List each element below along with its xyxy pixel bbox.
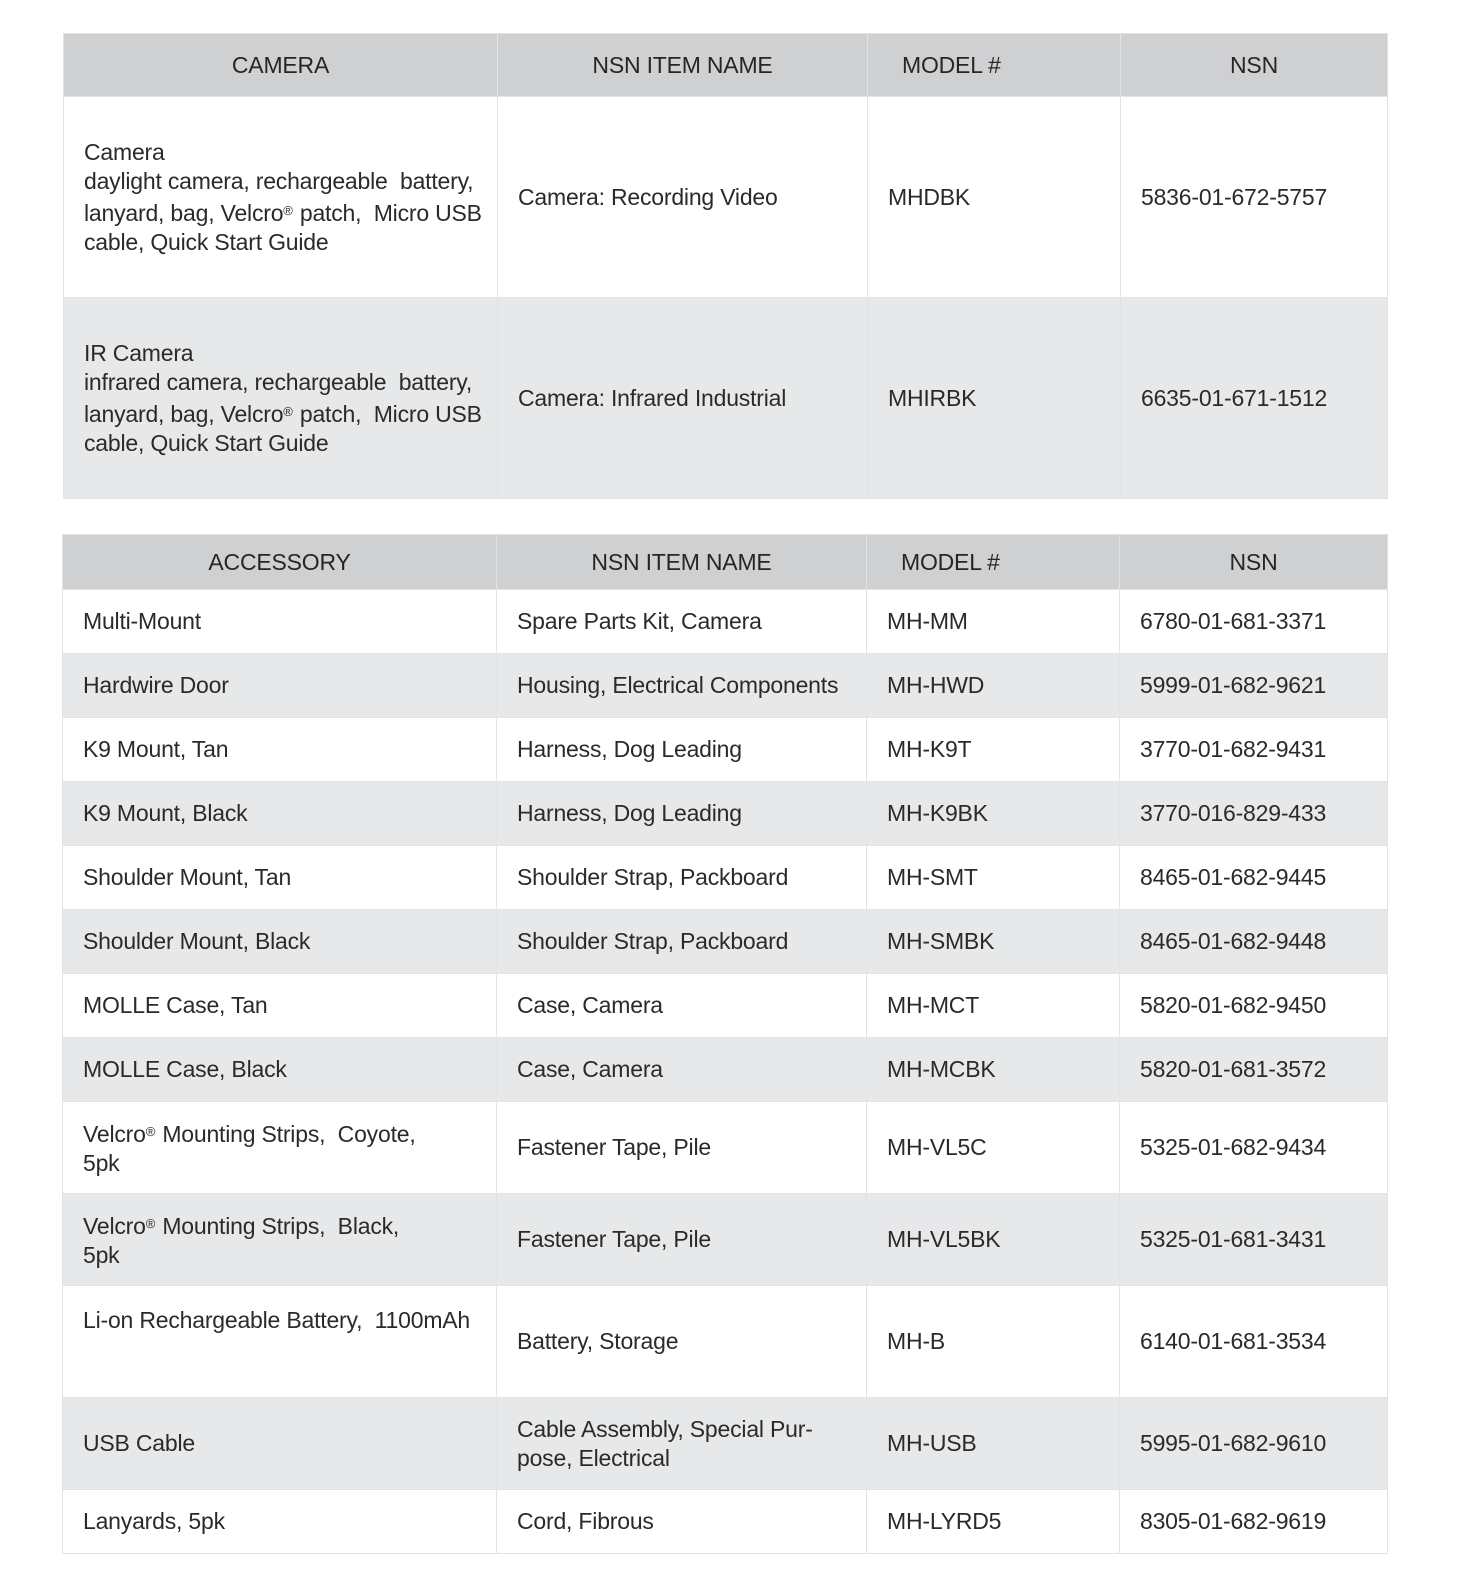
accessory-cell: Shoulder Mount, Black [63, 910, 497, 974]
header-model: MODEL # [868, 34, 1121, 97]
table-row [63, 1490, 1388, 1554]
camera-cell [64, 97, 498, 298]
model-cell: MH-VL5BK [867, 1194, 1120, 1286]
model-cell: MHDBK [868, 97, 1121, 298]
registered-mark: ® [283, 202, 293, 218]
nsn-cell: 8465-01-682-9448 [1120, 910, 1388, 974]
header-nsn: NSN [1121, 34, 1388, 97]
header-camera: CAMERA [64, 34, 498, 97]
table-row [63, 718, 1388, 782]
nsn-cell: 5836-01-672-5757 [1121, 97, 1388, 298]
accessory-cell: Velcro® Mounting Strips, Black, 5pk [63, 1194, 497, 1286]
camera-desc-line: cable, Quick Start Guide [84, 429, 329, 456]
accessory-cell: MOLLE Case, Black [63, 1038, 497, 1102]
camera-desc-line: infrared camera, rechargeable battery, [84, 368, 473, 395]
table-row [63, 782, 1388, 846]
model-cell: MH-VL5C [867, 1102, 1120, 1194]
table-row [63, 1194, 1388, 1286]
accessory-cell: Hardwire Door [63, 654, 497, 718]
model-cell: MH-MM [867, 590, 1120, 654]
model-cell: MH-MCBK [867, 1038, 1120, 1102]
model-cell: MH-K9BK [867, 782, 1120, 846]
header-row [63, 535, 1388, 590]
nsn-cell: 8305-01-682-9619 [1120, 1490, 1388, 1554]
header-nsn-item-name: NSN ITEM NAME [497, 535, 867, 590]
camera-table [63, 33, 1388, 499]
nsn-cell: 5820-01-682-9450 [1120, 974, 1388, 1038]
nsn-cell: 3770-01-682-9431 [1120, 718, 1388, 782]
nsn-cell: 6140-01-681-3534 [1120, 1286, 1388, 1398]
accessory-cell: MOLLE Case, Tan [63, 974, 497, 1038]
camera-desc-line: lanyard, bag, Velcro® patch, Micro USB [84, 199, 482, 226]
item-name-cell: Harness, Dog Leading [497, 782, 867, 846]
nsn-cell: 5325-01-682-9434 [1120, 1102, 1388, 1194]
camera-cell [64, 298, 498, 499]
registered-mark: ® [145, 1124, 156, 1139]
table-row [63, 846, 1388, 910]
item-name-cell: Spare Parts Kit, Camera [497, 590, 867, 654]
accessory-cell: Lanyards, 5pk [63, 1490, 497, 1554]
item-name-cell: Camera: Recording Video [498, 97, 868, 298]
model-cell: MH-B [867, 1286, 1120, 1398]
registered-mark: ® [145, 1216, 156, 1231]
header-nsn: NSN [1120, 535, 1388, 590]
camera-desc-line: cable, Quick Start Guide [84, 228, 329, 255]
header-accessory: ACCESSORY [63, 535, 497, 590]
camera-name: Camera [84, 138, 165, 165]
nsn-cell: 5820-01-681-3572 [1120, 1038, 1388, 1102]
model-cell: MH-SMT [867, 846, 1120, 910]
nsn-cell: 6780-01-681-3371 [1120, 590, 1388, 654]
item-name-cell: Case, Camera [497, 974, 867, 1038]
nsn-cell: 5995-01-682-9610 [1120, 1398, 1388, 1490]
camera-name: IR Camera [84, 339, 194, 366]
item-name-cell: Shoulder Strap, Packboard [497, 910, 867, 974]
model-cell: MH-SMBK [867, 910, 1120, 974]
table-row [64, 298, 1388, 499]
item-name-cell: Housing, Electrical Components [497, 654, 867, 718]
table-row [63, 974, 1388, 1038]
model-cell: MH-K9T [867, 718, 1120, 782]
accessory-cell: K9 Mount, Tan [63, 718, 497, 782]
table-row [63, 654, 1388, 718]
model-cell: MHIRBK [868, 298, 1121, 499]
item-name-cell: Fastener Tape, Pile [497, 1194, 867, 1286]
camera-desc-line: lanyard, bag, Velcro® patch, Micro USB [84, 400, 482, 427]
table-row [63, 1398, 1388, 1490]
table-row [63, 1286, 1388, 1398]
item-name-cell: Battery, Storage [497, 1286, 867, 1398]
model-cell: MH-MCT [867, 974, 1120, 1038]
nsn-cell: 5325-01-681-3431 [1120, 1194, 1388, 1286]
table-row [63, 910, 1388, 974]
table-row [64, 97, 1388, 298]
nsn-cell: 5999-01-682-9621 [1120, 654, 1388, 718]
accessory-cell: USB Cable [63, 1398, 497, 1490]
accessory-cell: K9 Mount, Black [63, 782, 497, 846]
item-name-cell: Camera: Infrared Industrial [498, 298, 868, 499]
item-name-cell: Fastener Tape, Pile [497, 1102, 867, 1194]
header-model: MODEL # [867, 535, 1120, 590]
table-row [63, 1038, 1388, 1102]
accessory-cell: Li-on Rechargeable Battery, 1100mAh [63, 1286, 497, 1398]
item-name-cell: Cord, Fibrous [497, 1490, 867, 1554]
header-nsn-item-name: NSN ITEM NAME [498, 34, 868, 97]
model-cell: MH-LYRD5 [867, 1490, 1120, 1554]
registered-mark: ® [283, 403, 293, 419]
header-row [64, 34, 1388, 97]
nsn-cell: 6635-01-671-1512 [1121, 298, 1388, 499]
item-name-cell: Harness, Dog Leading [497, 718, 867, 782]
table-row [63, 590, 1388, 654]
accessory-cell: Velcro® Mounting Strips, Coyote, 5pk [63, 1102, 497, 1194]
item-name-cell: Cable Assembly, Special Pur- pose, Electrical [497, 1398, 867, 1490]
model-cell: MH-HWD [867, 654, 1120, 718]
nsn-cell: 8465-01-682-9445 [1120, 846, 1388, 910]
accessory-cell: Multi-Mount [63, 590, 497, 654]
accessory-table [62, 534, 1388, 1554]
item-name-cell: Shoulder Strap, Packboard [497, 846, 867, 910]
table-row [63, 1102, 1388, 1194]
accessory-cell: Shoulder Mount, Tan [63, 846, 497, 910]
camera-desc-line: daylight camera, rechargeable battery, [84, 167, 474, 194]
nsn-cell: 3770-016-829-433 [1120, 782, 1388, 846]
model-cell: MH-USB [867, 1398, 1120, 1490]
item-name-cell: Case, Camera [497, 1038, 867, 1102]
